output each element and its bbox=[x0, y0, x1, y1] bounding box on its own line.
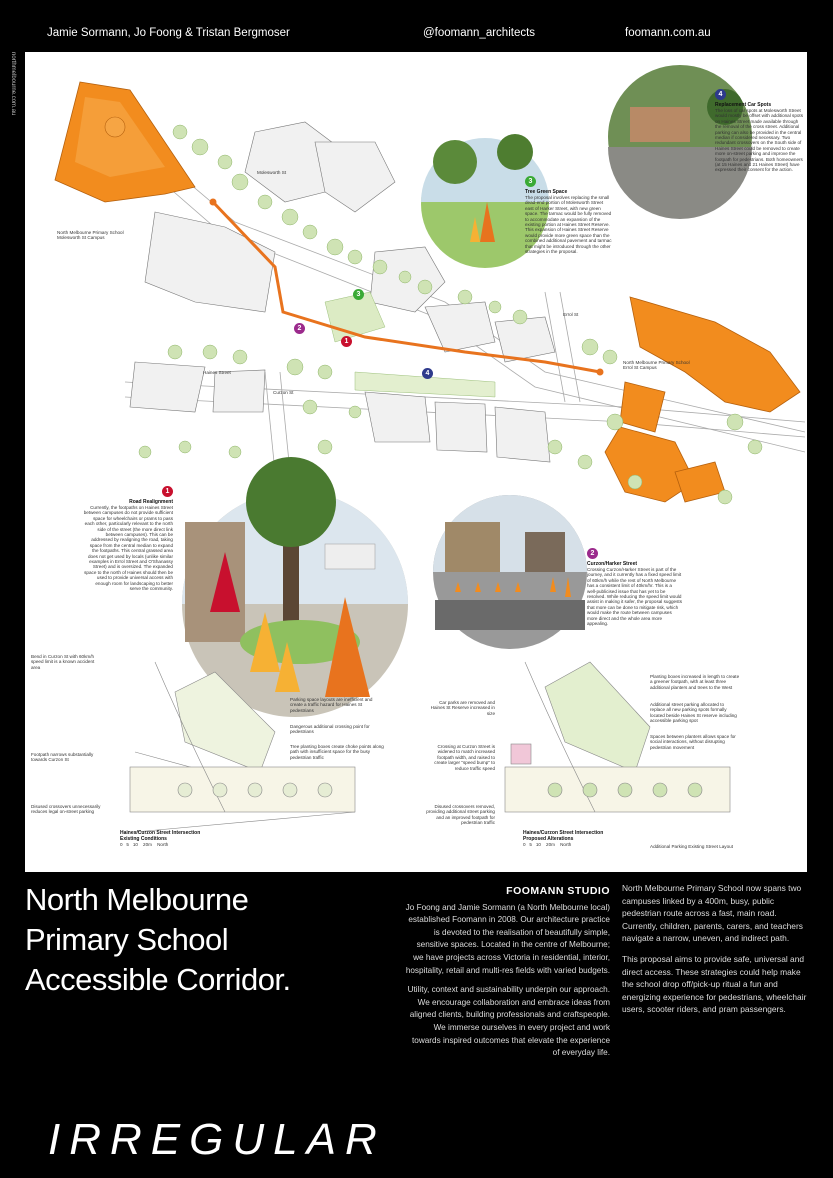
proposed-note-right-1: Planting boxes increased in length to create a greener footpath, with at least three additional planters and trees to the West bbox=[650, 674, 740, 690]
callout-1 bbox=[83, 499, 173, 592]
drawing-panel bbox=[25, 52, 807, 872]
irregular-wordmark: IRREGULAR bbox=[48, 1115, 386, 1164]
proposed-note-left-1: Car parks are removed and Haines St Reserve increased in size bbox=[430, 700, 495, 716]
callout-4-number: 4 bbox=[715, 89, 726, 100]
description-paragraph-1: North Melbourne Primary School now spans two campuses linked by a 400m, busy, public pedestrian route across a fast, main road. Currently, children, parents, carers, and teachers navigate a narrow, uneven, and indirect path. bbox=[622, 883, 803, 944]
callout-2-number: 2 bbox=[587, 548, 598, 559]
proposed-note-right-3: Spaces between planters allows space for social interactions, without disrupting pedestrian movement bbox=[650, 734, 736, 750]
callout-2-text: Crossing Curzon/Harker Street is part of the journey, and it currently has a fixed speed limit of 60km/h while the rest of North Melbourne has a consistent limit of 40km/hr. This is a well-publicised issue that has yet to be resolved. While reducing the speed limit would assist in making it safer, the proposal suggests that more can be done to mitigate risk, which would make the route between campuses more direct and the whole area more appealing. bbox=[587, 567, 682, 627]
callout-4-text: The loss of car spots at Molesworth Street would mostly be offset with additional spots on Haines Street made available through the removal of the cross street. Additional parking can also be provided in the central median if considered necessary. Two redundant crossovers on the South side of Haines Street could be removed to create more on-street parking and improve the footpath for pedestrians. Both homeowners (at 15 Haines and 21 Haines Street) have expressed their consent for the action. bbox=[715, 108, 804, 173]
proposed-title-block bbox=[523, 830, 603, 847]
project-title bbox=[25, 880, 291, 1000]
callout-2 bbox=[587, 561, 682, 626]
street-haines-label: Haines Street bbox=[203, 370, 231, 375]
photo-circle-2 bbox=[433, 495, 587, 649]
proposed-title: Haines/Curzon Street Intersection bbox=[523, 830, 604, 836]
side-url: northmelbourne.com.au bbox=[10, 52, 16, 116]
top-bar bbox=[0, 0, 833, 52]
existing-note-right-1: Parking space layouts are inefficient and create a traffic hazard for Haines St pedestrians bbox=[290, 697, 373, 713]
proposed-note-left-2: Crossing at Curzon Street is widened to match increased footpath width, and raised to create larger "speed bump" to reduce traffic speed bbox=[434, 744, 495, 771]
callout-3-title: Tree Green Space bbox=[525, 189, 568, 195]
callout-3 bbox=[525, 189, 613, 254]
project-title-line-2: Primary School bbox=[25, 922, 229, 957]
marker-3[interactable]: 3 bbox=[353, 289, 364, 300]
studio-section bbox=[405, 885, 610, 1067]
callout-1-number: 1 bbox=[162, 486, 173, 497]
marker-4[interactable]: 4 bbox=[422, 368, 433, 379]
school-east-label: North Melbourne Primary School Errol St Campus bbox=[623, 360, 690, 371]
street-molesworth-label: Molesworth St bbox=[257, 170, 287, 175]
existing-note-left-3: Disused crossovers unnecessarily reduces legal on-street parking bbox=[31, 804, 101, 815]
proposed-scale: 0 5 10 20m North bbox=[523, 842, 572, 847]
proposed-note-right-2: Additional street parking allocated to replace all new parking spots formally located beside Haines St reserve including accessible parking spot bbox=[650, 702, 737, 724]
callout-4-title: Replacement Car Spots bbox=[715, 102, 772, 108]
existing-note-right-3: Tree planting boxes create choke points along path with insufficient space for the busy pedestrian traffic bbox=[290, 744, 384, 760]
studio-paragraph-1: Jo Foong and Jamie Sormann (a North Melbourne local) established Foomann in 2008. Our architecture practice is devoted to the realisation of beautifully simple, sensitive spaces. Located in the centre of Melbourne; we have projects across Victoria in residential, interior, hospitality, retail and multi-res fields with varied budgets. bbox=[405, 902, 610, 975]
callout-1-title: Road Realignment bbox=[129, 499, 173, 505]
existing-note-left-1: Bend in Curzon St with 60km/h speed limit is a known accident area bbox=[31, 654, 95, 670]
marker-1[interactable]: 1 bbox=[341, 336, 352, 347]
existing-note-right-2: Dangerous additional crossing point for pedestrians bbox=[290, 724, 370, 735]
description-paragraph-2: This proposal aims to provide safe, universal and direct access. These strategies could help make the school drop off/pick-up ritual a fun and energizing experience for pedestrians, wheelchair users, scooter riders, and pram passengers. bbox=[622, 953, 807, 1015]
street-errol-label: Errol St bbox=[563, 312, 579, 317]
project-description bbox=[622, 882, 812, 1024]
existing-title: Haines/Curzon Street Intersection bbox=[120, 830, 201, 836]
proposed-note-left-3: Disused crossovers removed, providing additional street parking and an improved footpath for pedestrian traffic bbox=[426, 804, 495, 826]
studio-heading: FOOMANN STUDIO bbox=[506, 885, 610, 897]
project-title-line-1: North Melbourne bbox=[25, 882, 249, 917]
callout-1-text: Currently, the footpaths on Haines Street between campuses do not provide sufficient space for wheelchairs or prams to pass each other, particularly relevant to the north side of the street (the more direct link between campuses). This can be addressed by realigning the road, taking space from the central median to expand the footpaths. This central grassed area does not get used by locals (unlike similar examples in Errol Street and O'Shanassy Street) and is oversized. The expanded space to the north of Haines should then be used to provide universal access with enough room for landscaping to better serve the community. bbox=[83, 505, 173, 592]
callout-3-text: The proposal involves replacing the small dead-end portion of Molesworth Street east of Harker Street, with new green space. The tarmac would be fully removed to accommodate an expansion of the existing portion at Haines Street Reserve. This expansion of Haines Street Reserve would provide more green space than the combined additional pavement and tarmac that might be introduced through the other strategies in the proposal. bbox=[525, 195, 612, 255]
street-curzon-label: Curzon St bbox=[273, 390, 294, 395]
website-link[interactable]: foomann.com.au bbox=[625, 27, 711, 39]
school-west-label: North Melbourne Primary School Molesworth St Campus bbox=[57, 230, 124, 241]
callout-4 bbox=[715, 102, 803, 173]
authors: Jamie Sormann, Jo Foong & Tristan Bergmoser bbox=[47, 27, 290, 39]
marker-2[interactable]: 2 bbox=[294, 323, 305, 334]
studio-paragraph-2: Utility, context and sustainability underpin our approach. We encourage collaboration and embrace ideas from aligned clients, building professionals and craftspeople. We immerse ourselves in every project and work towards inspired outcomes that elevate the experience of everyday life. bbox=[407, 985, 610, 1058]
proposed-subtitle: Proposed Alterations bbox=[523, 836, 574, 842]
callout-2-title: Curzon/Harker Street bbox=[587, 561, 638, 567]
project-title-line-3: Accessible Corridor. bbox=[25, 962, 291, 997]
existing-note-left-2: Footpath narrows substantially towards Curzon St bbox=[31, 752, 94, 763]
existing-scale: 0 5 10 20m North bbox=[120, 842, 169, 847]
proposed-note-right-4: Additional Parking Existing Street Layout bbox=[650, 844, 733, 849]
existing-title-block bbox=[120, 830, 200, 847]
callout-3-number: 3 bbox=[525, 176, 536, 187]
instagram-handle[interactable]: @foomann_architects bbox=[423, 27, 536, 39]
existing-subtitle: Existing Conditions bbox=[120, 836, 167, 842]
